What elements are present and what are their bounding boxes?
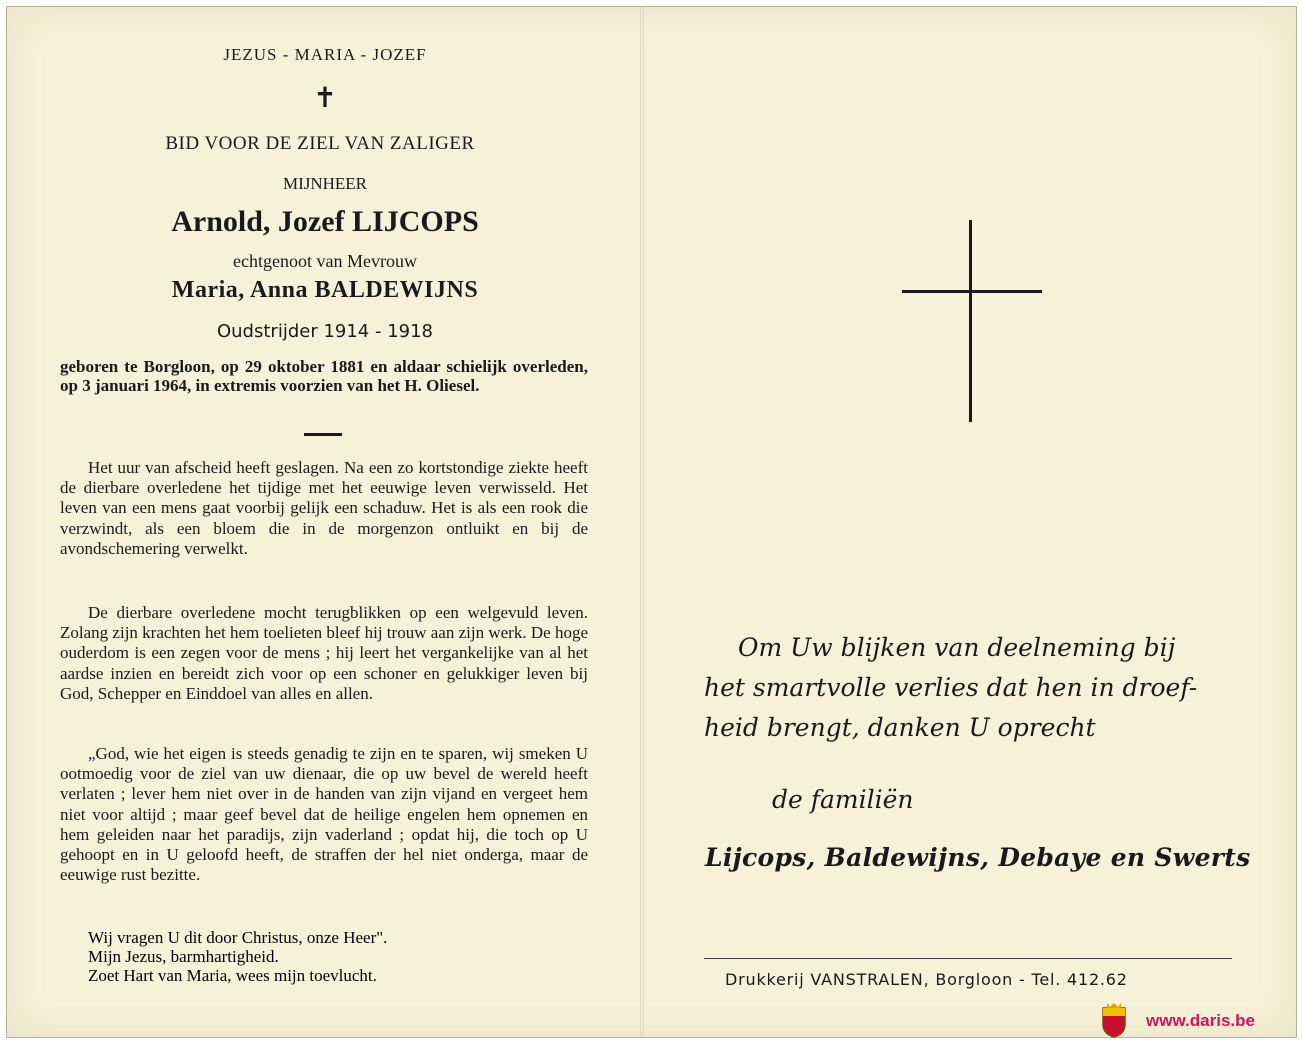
card-fold — [640, 6, 644, 1036]
closing-line: Wij vragen U dit door Christus, onze Heer". — [88, 928, 388, 947]
family-names: Lijcops, Baldewijns, Debaye en Swerts — [705, 843, 1251, 872]
large-cross-icon — [969, 220, 972, 422]
divider — [304, 433, 342, 436]
birth-death-details: geboren te Borgloon, op 29 oktober 1881 en aldaar schielijk overleden, op 3 januari 1964, in extremis voorzien van het H. Oliesel. — [60, 357, 588, 395]
watermark-url[interactable]: www.daris.be — [1146, 1011, 1255, 1030]
families-label: de familiën — [772, 785, 914, 814]
thanks-text — [704, 628, 1234, 748]
veteran-line: Oudstrijder 1914 - 1918 — [216, 321, 434, 342]
printer-credit: Drukkerij VANSTRALEN, Borgloon - Tel. 412.62 — [725, 970, 1128, 989]
printer-divider — [704, 958, 1232, 959]
spouse-intro: echtgenoot van Mevrouw — [233, 251, 417, 271]
prayer-heading: BID VOOR DE ZIEL VAN ZALIGER — [165, 133, 475, 154]
title: MIJNHEER — [282, 174, 368, 193]
paragraph: De dierbare overledene mocht terugblikken op een welgevuld leven. Zolang zijn krachten het hem toelieten bleef hij trouw aan zijn werk. De hoge ouderdom is een zegen voor de mens ; hij leert het vergankelijke van al het aardse inzien en bereidt zich voor op een schoner en gelukkiger leven bij God, Schepper en Einddoel van alles en allen. — [60, 603, 588, 703]
thanks-line: heid brengt, danken U oprecht — [704, 713, 1096, 742]
thanks-line: het smartvolle verlies dat hen in droef- — [704, 673, 1198, 702]
coat-of-arms-icon — [1101, 1002, 1127, 1038]
large-cross-bar — [902, 290, 1042, 293]
small-cross-icon: ✝ — [313, 81, 337, 114]
paragraph: Het uur van afscheid heeft geslagen. Na een zo kortstondige ziekte heeft de dierbare overledene het tijdige met het eeuwige leven verwisseld. Het leven van een mens gaat voorbij gelijk een schaduw. Het is als een rook die verzwindt, als een bloem die in de morgenzon ontluikt en bij de avondschemering verwelkt. — [60, 458, 588, 558]
paragraph: „God, wie het eigen is steeds genadig te zijn en te sparen, wij smeken U ootmoedig voor de ziel van uw dienaar, die op uw bevel de wereld heeft verlaten ; lever hem niet over in de handen van zijn vijand en vergeet hem niet voor altijd ; maar geef bevel dat de heilige engelen hem opnemen en hem geleiden naar het paradijs, zijn vaderland ; opdat hij, die toch op U gehoopt en in U geloofd heeft, de straffen der hel niet onderga, maar de eeuwige rust bezitte. — [60, 744, 588, 885]
closing-line: Mijn Jezus, barmhartigheid. — [88, 947, 279, 966]
thanks-line: Om Uw blijken van deelneming bij — [738, 633, 1176, 662]
closing-line: Zoet Hart van Maria, wees mijn toevlucht. — [88, 966, 377, 985]
invocation: JEZUS - MARIA - JOZEF — [223, 45, 427, 64]
deceased-name: Arnold, Jozef LIJCOPS — [171, 205, 479, 238]
spouse-name: Maria, Anna BALDEWIJNS — [171, 277, 479, 303]
